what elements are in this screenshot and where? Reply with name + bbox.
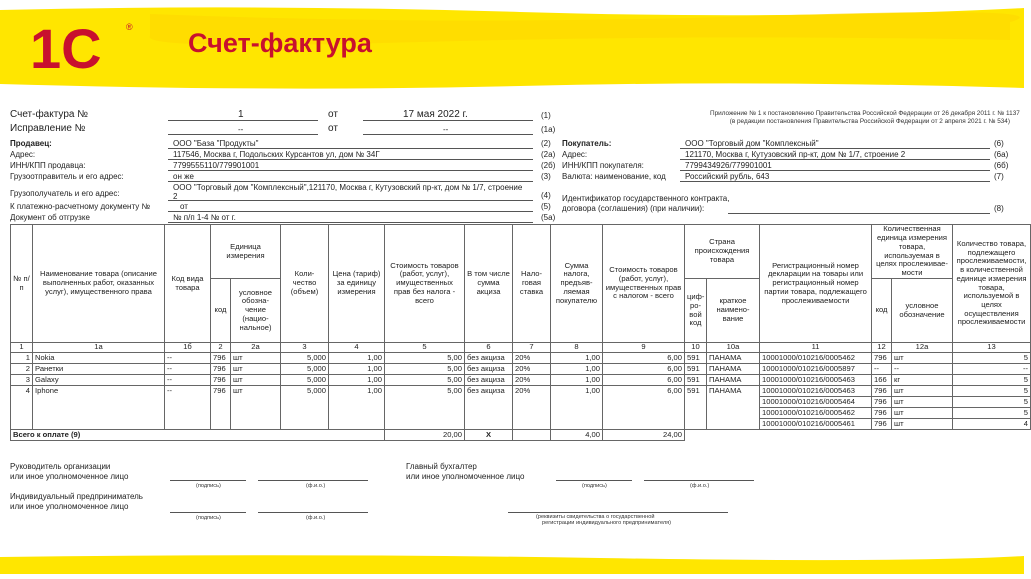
row-rate: 20% <box>513 352 551 363</box>
header-rate: Нало-говая ставка <box>513 225 551 343</box>
row-price: 1,00 <box>329 363 385 374</box>
header-band <box>0 0 1024 92</box>
row-trace-name: шт <box>892 407 953 418</box>
row-unit-code: 796 <box>211 363 231 374</box>
table-row <box>11 363 1031 374</box>
header-trace-name: условное обозначение <box>892 279 953 343</box>
brand-logo <box>30 17 140 80</box>
code-1: (1) <box>541 111 551 120</box>
row-rate: 20% <box>513 385 551 429</box>
total-row <box>11 429 1031 440</box>
contract-label-1: Идентификатор государственного контракта, <box>562 194 730 203</box>
row-total: 6,00 <box>603 352 685 363</box>
svg-text:®: ® <box>126 22 133 32</box>
row-name: Galaxy <box>33 374 165 385</box>
colnum: 2 <box>211 343 231 353</box>
row-unit-name: шт <box>231 352 281 363</box>
row-total: 6,00 <box>603 363 685 374</box>
code-4: (4) <box>541 191 551 200</box>
row-reg-number: 10001000/010216/0005463 <box>760 374 872 385</box>
reg-hint-1: (реквизиты свидетельства о государственной <box>536 514 655 520</box>
row-reg-number: 10001000/010216/0005462 <box>760 407 872 418</box>
colnum: 1а <box>33 343 165 353</box>
row-country-code: 591 <box>685 374 707 385</box>
row-trace-qty: 5 <box>953 396 1031 407</box>
row-reg-number: 10001000/010216/0005463 <box>760 385 872 396</box>
header-trace-unit: Количественная единица измерения товара, используемая в целях прослеживае-мости <box>872 225 953 279</box>
colnum: 8 <box>551 343 603 353</box>
row-tax: 1,00 <box>551 385 603 429</box>
invoice-from-label: от <box>328 109 338 120</box>
row-kind: -- <box>165 352 211 363</box>
fio-hint: (ф.и.о.) <box>306 515 326 521</box>
table-row <box>11 352 1031 363</box>
row-cost: 5,00 <box>385 352 465 363</box>
row-unit-code: 796 <box>211 374 231 385</box>
ip-label-1: Индивидуальный предприниматель <box>10 492 143 501</box>
colnum: 1б <box>165 343 211 353</box>
row-rate: 20% <box>513 374 551 385</box>
row-trace-qty: 5 <box>953 374 1031 385</box>
row-total: 6,00 <box>603 374 685 385</box>
goods-table-body <box>11 352 1031 429</box>
colnum: 5 <box>385 343 465 353</box>
row-unit-name: шт <box>231 374 281 385</box>
buyer-inn: 7799434926/779901001 <box>685 161 772 170</box>
row-unit-name: шт <box>231 385 281 429</box>
row-qty: 5,000 <box>281 363 329 374</box>
row-excise: без акциза <box>465 385 513 429</box>
row-trace-name: кг <box>892 374 953 385</box>
shipment-doc-label: Документ об отгрузке <box>10 213 90 222</box>
row-cost: 5,00 <box>385 363 465 374</box>
goods-table <box>10 224 1031 441</box>
buyer-inn-label: ИНН/КПП покупателя: <box>562 161 644 170</box>
colnum: 2а <box>231 343 281 353</box>
row-price: 1,00 <box>329 352 385 363</box>
buyer-address: 121170, Москва г, Кутузовский пр-кт, дом № 1/7, строение 2 <box>685 150 906 159</box>
row-excise: без акциза <box>465 363 513 374</box>
row-total: 6,00 <box>603 385 685 429</box>
sign-hint: (подпись) <box>196 483 221 489</box>
row-qty: 5,000 <box>281 385 329 429</box>
row-qty: 5,000 <box>281 374 329 385</box>
correction-value: -- <box>238 125 244 134</box>
table-row <box>11 374 1031 385</box>
code-6a: (6а) <box>994 150 1009 159</box>
shipper-label: Грузоотправитель и его адрес: <box>10 172 124 181</box>
row-trace-code: -- <box>872 363 892 374</box>
contract-label-2: договора (соглашения) (при наличии): <box>562 204 705 213</box>
row-kind: -- <box>165 363 211 374</box>
colnum: 7 <box>513 343 551 353</box>
header-country: Страна происхождения товара <box>685 225 760 279</box>
colnum: 10 <box>685 343 707 353</box>
code-2a: (2а) <box>541 150 556 159</box>
colnum: 3 <box>281 343 329 353</box>
header-trace-qty: Количество товара, подлежащего прослеживаемости, в количественной единице измерения товара, используемой в целях осуществления прослеживаемости <box>953 225 1031 343</box>
consignee-label: Грузополучатель и его адрес: <box>10 189 120 198</box>
buyer-value: ООО "Торговый дом "Комплексный" <box>685 139 819 148</box>
row-num: 2 <box>11 363 33 374</box>
header-unit-name: условное обозна-чение (нацио-нальное) <box>231 279 281 343</box>
total-cost: 20,00 <box>385 429 465 440</box>
row-country-code: 591 <box>685 363 707 374</box>
header-price: Цена (тариф) за единицу измерения <box>329 225 385 343</box>
header-excise: В том числе сумма акциза <box>465 225 513 343</box>
total-label: Всего к оплате (9) <box>11 429 385 440</box>
total-sum: 24,00 <box>603 429 685 440</box>
seller-address: 117546, Москва г, Подольских Курсантов ул, дом № 34Г <box>173 150 380 159</box>
seller-inn: 7799555110/779901001 <box>173 161 260 170</box>
colnum: 12 <box>872 343 892 353</box>
header-reg-num: Регистрационный номер декларации на товары или регистрационный номер партии товара, подлежащего прослеживаемости <box>760 225 872 343</box>
chief-accountant-label-1: Главный бухгалтер <box>406 462 477 471</box>
row-rate: 20% <box>513 363 551 374</box>
ip-label-2: или иное уполномоченное лицо <box>10 502 129 511</box>
appendix-note: Приложение № 1 к постановлению Правительства Российской Федерации от 26 декабря 2011 г. № 1137 (в редакции постановления Правительства Российской Федерации от 2 апреля 2021 г. № 534) <box>710 110 1020 125</box>
row-tax: 1,00 <box>551 352 603 363</box>
fio-hint: (ф.и.о.) <box>306 483 326 489</box>
colnum: 9 <box>603 343 685 353</box>
head-label-1: Руководитель организации <box>10 462 111 471</box>
code-7: (7) <box>994 172 1004 181</box>
row-country-code: 591 <box>685 385 707 429</box>
header-unit-code: код <box>211 279 231 343</box>
header-tax-sum: Сумма налога, предъяв-ляемая покупателю <box>551 225 603 343</box>
invoice-number-value: 1 <box>238 109 244 120</box>
row-trace-code: 796 <box>872 396 892 407</box>
row-country-code: 591 <box>685 352 707 363</box>
row-reg-number: 10001000/010216/0005462 <box>760 352 872 363</box>
row-kind: -- <box>165 374 211 385</box>
sign-hint: (подпись) <box>196 515 221 521</box>
row-price: 1,00 <box>329 385 385 429</box>
header-cost-wo-tax: Стоимость товаров (работ, услуг), имущественных прав без налога - всего <box>385 225 465 343</box>
colnum: 10а <box>707 343 760 353</box>
code-5: (5) <box>541 202 551 211</box>
row-trace-code: 796 <box>872 418 892 429</box>
row-num: 3 <box>11 374 33 385</box>
slide-title: Счет-фактура <box>188 28 372 58</box>
row-price: 1,00 <box>329 374 385 385</box>
header-trace-code: код <box>872 279 892 343</box>
seller-inn-label: ИНН/КПП продавца: <box>10 161 86 170</box>
code-5a: (5а) <box>541 213 556 222</box>
yellow-brush-stroke <box>0 0 1024 92</box>
logo-text: 1С <box>30 17 102 80</box>
invoice-date: 17 мая 2022 г. <box>403 109 468 120</box>
correction-date: -- <box>443 125 449 134</box>
row-num: 4 <box>11 385 33 429</box>
fio-hint: (ф.и.о.) <box>690 483 710 489</box>
seller-address-label: Адрес: <box>10 150 36 159</box>
code-2b: (2б) <box>541 161 556 170</box>
row-trace-code: 796 <box>872 352 892 363</box>
currency-value: Российский рубль, 643 <box>685 172 770 181</box>
code-3: (3) <box>541 172 551 181</box>
code-1a: (1а) <box>541 125 556 134</box>
row-unit-name: шт <box>231 363 281 374</box>
code-6: (6) <box>994 139 1004 148</box>
header-num: № п/п <box>11 225 33 343</box>
row-trace-name: шт <box>892 385 953 396</box>
footer-band <box>0 553 1024 574</box>
colnum: 1 <box>11 343 33 353</box>
currency-label: Валюта: наименование, код <box>562 172 666 181</box>
row-qty: 5,000 <box>281 352 329 363</box>
consignee-value-2: 2 <box>173 192 178 201</box>
header-name: Наименование товара (описание выполненных работ, оказанных услуг), имущественного права <box>33 225 165 343</box>
row-trace-name: шт <box>892 418 953 429</box>
buyer-address-label: Адрес: <box>562 150 588 159</box>
row-cost: 5,00 <box>385 374 465 385</box>
reg-hint-2: регистрации индивидуального предпринимателя) <box>542 520 672 526</box>
sign-hint: (подпись) <box>582 483 607 489</box>
buyer-label: Покупатель: <box>562 139 612 148</box>
correction-from-label: от <box>328 123 338 134</box>
code-8: (8) <box>994 204 1004 213</box>
payment-doc-value: от <box>180 202 188 211</box>
table-header-row <box>11 225 1031 279</box>
seller-label: Продавец: <box>10 139 52 148</box>
consignee-value-1: ООО "Торговый дом "Комплексный",121170, Москва г, Кутузовский пр-кт, дом № 1/7, строение <box>173 183 523 192</box>
row-trace-name: -- <box>892 363 953 374</box>
row-trace-qty: 4 <box>953 418 1031 429</box>
row-num: 1 <box>11 352 33 363</box>
colnum: 4 <box>329 343 385 353</box>
row-tax: 1,00 <box>551 363 603 374</box>
seller-value: ООО "База "Продукты" <box>173 139 259 148</box>
row-unit-code: 796 <box>211 352 231 363</box>
chief-accountant-label-2: или иное уполномоченное лицо <box>406 472 525 481</box>
row-trace-code: 796 <box>872 385 892 396</box>
row-country-name: ПАНАМА <box>707 385 760 429</box>
header-unit: Единица измерения <box>211 225 281 279</box>
row-name: Ранетки <box>33 363 165 374</box>
row-trace-code: 796 <box>872 407 892 418</box>
row-country-name: ПАНАМА <box>707 352 760 363</box>
row-trace-qty: 5 <box>953 385 1031 396</box>
colnum: 6 <box>465 343 513 353</box>
row-country-name: ПАНАМА <box>707 363 760 374</box>
row-unit-code: 796 <box>211 385 231 429</box>
header-country-name: краткое наимено-вание <box>707 279 760 343</box>
row-trace-code: 166 <box>872 374 892 385</box>
colnum: 13 <box>953 343 1031 353</box>
table-row <box>11 385 1031 396</box>
header-country-code: циф-ро-вой код <box>685 279 707 343</box>
row-reg-number: 10001000/010216/0005461 <box>760 418 872 429</box>
row-tax: 1,00 <box>551 374 603 385</box>
row-trace-qty: 5 <box>953 352 1031 363</box>
total-excise: X <box>465 429 513 440</box>
row-reg-number: 10001000/010216/0005897 <box>760 363 872 374</box>
row-trace-name: шт <box>892 396 953 407</box>
total-tax: 4,00 <box>551 429 603 440</box>
invoice-number-label: Счет-фактура № <box>10 109 88 120</box>
row-trace-qty: 5 <box>953 407 1031 418</box>
row-cost: 5,00 <box>385 385 465 429</box>
row-name: Nokia <box>33 352 165 363</box>
colnum: 12а <box>892 343 953 353</box>
payment-doc-label: К платежно-расчетному документу № <box>10 202 151 211</box>
code-2: (2) <box>541 139 551 148</box>
row-trace-qty: -- <box>953 363 1031 374</box>
row-trace-name: шт <box>892 352 953 363</box>
correction-label: Исправление № <box>10 123 86 134</box>
shipment-doc-value: № п/п 1-4 № от г. <box>173 213 236 222</box>
header-cost-with-tax: Стоимость товаров (работ, услуг), имущественных прав с налогом - всего <box>603 225 685 343</box>
column-numbers-row <box>11 343 1031 353</box>
header-qty: Коли-чество (объем) <box>281 225 329 343</box>
head-label-2: или иное уполномоченное лицо <box>10 472 129 481</box>
row-excise: без акциза <box>465 352 513 363</box>
header-kind-code: Код вида товара <box>165 225 211 343</box>
row-kind: -- <box>165 385 211 429</box>
invoice-document <box>8 96 1029 551</box>
shipper-value: он же <box>173 172 194 181</box>
row-reg-number: 10001000/010216/0005464 <box>760 396 872 407</box>
row-name: Iphone <box>33 385 165 429</box>
row-country-name: ПАНАМА <box>707 374 760 385</box>
colnum: 11 <box>760 343 872 353</box>
code-6b: (6б) <box>994 161 1009 170</box>
row-excise: без акциза <box>465 374 513 385</box>
